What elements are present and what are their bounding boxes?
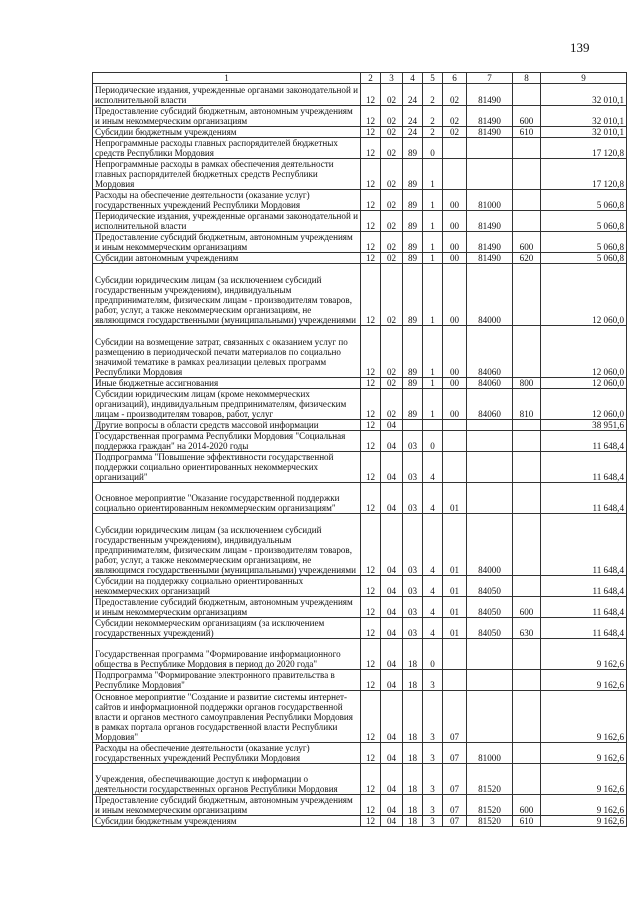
row-code-6 [443, 670, 467, 691]
table-row [93, 253, 627, 264]
row-code-7: 81000 [467, 190, 513, 211]
table-body [93, 84, 627, 827]
row-code-7 [467, 431, 513, 452]
row-code-7 [467, 159, 513, 190]
table-row [93, 452, 627, 483]
row-code-5: 3 [423, 670, 443, 691]
row-code-5: 4 [423, 483, 443, 514]
row-code-2: 12 [361, 816, 381, 827]
row-amount: 11 648,4 [541, 514, 627, 576]
row-amount: 5 060,8 [541, 232, 627, 253]
row-code-4: 18 [403, 639, 423, 670]
row-description: Субсидии на поддержку социально ориентированных некоммерческих организаций [93, 576, 361, 597]
row-code-2: 12 [361, 138, 381, 159]
row-code-4: 18 [403, 691, 423, 743]
column-header-6: 6 [443, 73, 467, 84]
row-description: Подпрограмма "Повышение эффективности государственной поддержки социально ориентированных некоммерческих организаций" [93, 452, 361, 483]
row-code-2: 12 [361, 795, 381, 816]
row-code-4: 03 [403, 618, 423, 639]
row-code-7: 84060 [467, 389, 513, 420]
row-code-8 [513, 514, 541, 576]
row-code-4: 89 [403, 378, 423, 389]
row-code-8: 600 [513, 597, 541, 618]
row-code-4: 89 [403, 264, 423, 326]
row-code-8 [513, 138, 541, 159]
row-description: Расходы на обеспечение деятельности (оказание услуг) государственных учреждений Республики Мордовия [93, 743, 361, 764]
row-code-8 [513, 576, 541, 597]
row-code-7: 81490 [467, 211, 513, 232]
table-row [93, 597, 627, 618]
row-code-6: 01 [443, 618, 467, 639]
row-code-5: 4 [423, 597, 443, 618]
row-code-2: 12 [361, 211, 381, 232]
row-code-5: 1 [423, 326, 443, 378]
row-code-7: 81520 [467, 795, 513, 816]
row-code-5: 1 [423, 159, 443, 190]
row-amount: 11 648,4 [541, 483, 627, 514]
row-code-3: 04 [381, 795, 403, 816]
row-description: Другие вопросы в области средств массовой информации [93, 420, 361, 431]
row-code-3: 04 [381, 420, 403, 431]
table-row [93, 670, 627, 691]
row-description: Иные бюджетные ассигнования [93, 378, 361, 389]
row-code-8 [513, 264, 541, 326]
table-row [93, 106, 627, 127]
row-code-2: 12 [361, 420, 381, 431]
row-code-3: 04 [381, 743, 403, 764]
row-code-3: 02 [381, 106, 403, 127]
row-amount: 17 120,8 [541, 138, 627, 159]
row-code-8 [513, 420, 541, 431]
row-amount: 9 162,6 [541, 691, 627, 743]
row-code-3: 04 [381, 670, 403, 691]
row-code-7: 81490 [467, 253, 513, 264]
row-code-5: 3 [423, 764, 443, 795]
row-code-2: 12 [361, 691, 381, 743]
row-code-8: 610 [513, 127, 541, 138]
row-amount: 11 648,4 [541, 431, 627, 452]
row-amount: 12 060,0 [541, 264, 627, 326]
row-code-3: 02 [381, 84, 403, 106]
row-code-3: 04 [381, 618, 403, 639]
column-header-1: 1 [93, 73, 361, 84]
row-code-8 [513, 764, 541, 795]
table-row [93, 639, 627, 670]
row-code-5: 4 [423, 514, 443, 576]
row-description: Непрограммные расходы главных распорядителей бюджетных средств Республики Мордовия [93, 138, 361, 159]
column-header-2: 2 [361, 73, 381, 84]
table-row [93, 764, 627, 795]
row-description: Субсидии бюджетным учреждениям [93, 127, 361, 138]
table-header-row [93, 73, 627, 84]
row-code-3: 04 [381, 452, 403, 483]
row-code-3: 02 [381, 211, 403, 232]
row-code-8 [513, 639, 541, 670]
table-row [93, 138, 627, 159]
row-code-6 [443, 431, 467, 452]
row-description: Субсидии юридическим лицам (за исключением субсидий государственным учреждениям), индивидуальным предпринимателям, физическим лицам - производителям товаров, работ, услуг, а также некоммерческим организациям, не являющимся государственными (муниципальными) учреждениями [93, 264, 361, 326]
row-code-8 [513, 190, 541, 211]
table-row [93, 127, 627, 138]
row-code-3: 04 [381, 816, 403, 827]
row-code-4: 18 [403, 795, 423, 816]
row-code-8 [513, 670, 541, 691]
row-code-8: 630 [513, 618, 541, 639]
row-code-4: 03 [403, 576, 423, 597]
row-code-6: 00 [443, 190, 467, 211]
row-description: Предоставление субсидий бюджетным, автономным учреждениям и иным некоммерческим организациям [93, 597, 361, 618]
row-code-3: 02 [381, 326, 403, 378]
row-description: Расходы на обеспечение деятельности (оказание услуг) государственных учреждений Республики Мордовия [93, 190, 361, 211]
row-code-4: 18 [403, 764, 423, 795]
row-code-5: 0 [423, 138, 443, 159]
row-code-6: 07 [443, 743, 467, 764]
row-description: Субсидии юридическим лицам (кроме некоммерческих организаций), индивидуальным предпринимателям, физическим лицам - производителям товаров, работ, услуг [93, 389, 361, 420]
row-code-2: 12 [361, 576, 381, 597]
row-code-4: 24 [403, 84, 423, 106]
row-code-2: 12 [361, 106, 381, 127]
row-code-6 [443, 452, 467, 483]
row-code-7: 81520 [467, 816, 513, 827]
row-code-7: 84050 [467, 576, 513, 597]
row-code-3: 04 [381, 514, 403, 576]
row-code-3: 04 [381, 576, 403, 597]
row-code-2: 12 [361, 84, 381, 106]
table-row [93, 232, 627, 253]
row-description: Предоставление субсидий бюджетным, автономным учреждениям и иным некоммерческим организациям [93, 106, 361, 127]
row-code-2: 12 [361, 378, 381, 389]
row-code-6: 02 [443, 106, 467, 127]
row-amount: 32 010,1 [541, 84, 627, 106]
row-code-8 [513, 452, 541, 483]
row-code-2: 12 [361, 670, 381, 691]
row-code-5: 1 [423, 264, 443, 326]
table-row [93, 159, 627, 190]
row-code-7: 81000 [467, 743, 513, 764]
row-amount: 11 648,4 [541, 618, 627, 639]
row-code-8: 600 [513, 106, 541, 127]
row-code-8 [513, 159, 541, 190]
table-row [93, 618, 627, 639]
row-code-7 [467, 483, 513, 514]
row-code-8: 810 [513, 389, 541, 420]
row-code-7: 81490 [467, 127, 513, 138]
row-description: Предоставление субсидий бюджетным, автономным учреждениям и иным некоммерческим организациям [93, 232, 361, 253]
page-number: 139 [570, 40, 590, 55]
row-description: Субсидии автономным учреждениям [93, 253, 361, 264]
table-row [93, 514, 627, 576]
row-code-7 [467, 138, 513, 159]
row-code-3: 04 [381, 764, 403, 795]
row-code-2: 12 [361, 190, 381, 211]
row-code-7: 84060 [467, 326, 513, 378]
row-description: Непрограммные расходы в рамках обеспечения деятельности главных распорядителей бюджетных средств Республики Мордовия [93, 159, 361, 190]
row-code-3: 02 [381, 232, 403, 253]
row-code-6: 01 [443, 576, 467, 597]
row-code-3: 04 [381, 597, 403, 618]
row-code-6: 00 [443, 264, 467, 326]
row-code-4 [403, 420, 423, 431]
column-header-3: 3 [381, 73, 403, 84]
table-row [93, 211, 627, 232]
row-code-3: 02 [381, 264, 403, 326]
row-code-3: 02 [381, 190, 403, 211]
row-description: Периодические издания, учрежденные органами законодательной и исполнительной власти [93, 84, 361, 106]
row-code-2: 12 [361, 452, 381, 483]
row-code-2: 12 [361, 159, 381, 190]
table-row [93, 816, 627, 827]
row-code-6: 07 [443, 816, 467, 827]
row-code-5: 1 [423, 232, 443, 253]
row-code-5: 1 [423, 253, 443, 264]
row-code-6: 00 [443, 389, 467, 420]
row-code-4: 03 [403, 597, 423, 618]
table-row [93, 389, 627, 420]
row-amount: 9 162,6 [541, 816, 627, 827]
column-header-7: 7 [467, 73, 513, 84]
row-code-2: 12 [361, 618, 381, 639]
row-code-8: 800 [513, 378, 541, 389]
row-code-2: 12 [361, 253, 381, 264]
row-code-7: 84050 [467, 618, 513, 639]
row-description: Основное мероприятие "Оказание государственной поддержки социально ориентированным некоммерческим организациям" [93, 483, 361, 514]
table-row [93, 420, 627, 431]
row-code-3: 04 [381, 691, 403, 743]
row-code-4: 24 [403, 127, 423, 138]
row-code-4: 89 [403, 190, 423, 211]
row-code-5: 4 [423, 576, 443, 597]
row-code-6: 01 [443, 483, 467, 514]
row-amount: 5 060,8 [541, 253, 627, 264]
row-code-6: 07 [443, 691, 467, 743]
row-code-3: 04 [381, 483, 403, 514]
row-code-5: 4 [423, 452, 443, 483]
row-description: Предоставление субсидий бюджетным, автономным учреждениям и иным некоммерческим организациям [93, 795, 361, 816]
row-amount: 9 162,6 [541, 670, 627, 691]
row-code-6: 07 [443, 764, 467, 795]
row-code-6 [443, 159, 467, 190]
table-row [93, 378, 627, 389]
row-code-4: 03 [403, 431, 423, 452]
row-code-5: 2 [423, 127, 443, 138]
row-amount: 38 951,6 [541, 420, 627, 431]
budget-table [92, 72, 627, 827]
row-code-5: 1 [423, 389, 443, 420]
row-description: Субсидии юридическим лицам (за исключением субсидий государственным учреждениям), индивидуальным предпринимателям, физическим лицам - производителям товаров, работ, услуг, а также некоммерческим организациям, не являющимся государственными (муниципальными) учреждениями [93, 514, 361, 576]
row-code-8: 600 [513, 795, 541, 816]
row-code-7: 84000 [467, 264, 513, 326]
row-description: Учреждения, обеспечивающие доступ к информации о деятельности государственных органов Республики Мордовия [93, 764, 361, 795]
column-header-8: 8 [513, 73, 541, 84]
row-code-5: 3 [423, 691, 443, 743]
row-code-6: 01 [443, 597, 467, 618]
row-code-6: 01 [443, 514, 467, 576]
table-row [93, 326, 627, 378]
row-code-7: 84050 [467, 597, 513, 618]
row-code-2: 12 [361, 127, 381, 138]
row-code-3: 02 [381, 378, 403, 389]
table-row [93, 483, 627, 514]
row-amount: 12 060,0 [541, 326, 627, 378]
row-code-4: 89 [403, 138, 423, 159]
row-code-6: 00 [443, 378, 467, 389]
row-amount: 9 162,6 [541, 764, 627, 795]
row-code-6 [443, 138, 467, 159]
row-amount: 9 162,6 [541, 795, 627, 816]
row-code-2: 12 [361, 764, 381, 795]
row-amount: 32 010,1 [541, 127, 627, 138]
row-amount: 5 060,8 [541, 190, 627, 211]
row-code-2: 12 [361, 326, 381, 378]
row-code-3: 04 [381, 431, 403, 452]
row-code-8 [513, 743, 541, 764]
row-code-7 [467, 670, 513, 691]
row-code-5: 1 [423, 190, 443, 211]
row-code-6: 00 [443, 211, 467, 232]
row-code-8 [513, 691, 541, 743]
row-code-4: 89 [403, 211, 423, 232]
row-code-7 [467, 452, 513, 483]
row-code-8: 620 [513, 253, 541, 264]
table-row [93, 264, 627, 326]
row-code-5: 1 [423, 378, 443, 389]
table-row [93, 84, 627, 106]
row-code-7: 84060 [467, 378, 513, 389]
row-code-4: 18 [403, 816, 423, 827]
row-code-6: 02 [443, 84, 467, 106]
row-amount: 5 060,8 [541, 211, 627, 232]
row-description: Субсидии бюджетным учреждениям [93, 816, 361, 827]
row-code-8 [513, 211, 541, 232]
row-code-5: 3 [423, 795, 443, 816]
column-header-4: 4 [403, 73, 423, 84]
row-code-6 [443, 639, 467, 670]
row-code-5: 3 [423, 743, 443, 764]
row-code-3: 02 [381, 159, 403, 190]
row-description: Субсидии на возмещение затрат, связанных с оказанием услуг по размещению в периодической печати материалов по социально значимой тематике в рамках реализации целевых программ Республики Мордовия [93, 326, 361, 378]
row-amount: 32 010,1 [541, 106, 627, 127]
row-code-6 [443, 420, 467, 431]
row-code-2: 12 [361, 514, 381, 576]
table-row [93, 795, 627, 816]
column-header-9: 9 [541, 73, 627, 84]
row-code-8 [513, 431, 541, 452]
table-row [93, 431, 627, 452]
row-code-5: 2 [423, 106, 443, 127]
row-code-2: 12 [361, 232, 381, 253]
row-amount: 11 648,4 [541, 452, 627, 483]
row-code-4: 24 [403, 106, 423, 127]
row-code-3: 02 [381, 127, 403, 138]
row-code-3: 02 [381, 138, 403, 159]
row-code-4: 89 [403, 232, 423, 253]
column-header-5: 5 [423, 73, 443, 84]
row-amount: 12 060,0 [541, 389, 627, 420]
row-amount: 12 060,0 [541, 378, 627, 389]
row-code-3: 02 [381, 253, 403, 264]
row-code-3: 02 [381, 389, 403, 420]
row-code-8: 610 [513, 816, 541, 827]
row-code-5: 0 [423, 639, 443, 670]
row-code-5: 4 [423, 618, 443, 639]
row-code-5 [423, 420, 443, 431]
row-code-5: 3 [423, 816, 443, 827]
row-code-8 [513, 483, 541, 514]
row-amount: 9 162,6 [541, 639, 627, 670]
row-code-5: 2 [423, 84, 443, 106]
row-code-2: 12 [361, 743, 381, 764]
row-code-6: 00 [443, 232, 467, 253]
row-amount: 17 120,8 [541, 159, 627, 190]
row-description: Субсидии некоммерческим организациям (за исключением государственных учреждений) [93, 618, 361, 639]
row-code-6: 02 [443, 127, 467, 138]
row-code-5: 1 [423, 211, 443, 232]
row-code-7: 81520 [467, 764, 513, 795]
row-code-4: 03 [403, 452, 423, 483]
row-amount: 9 162,6 [541, 743, 627, 764]
row-code-2: 12 [361, 639, 381, 670]
row-description: Государственная программа "Формирование информационного общества в Республике Мордовия в период до 2020 года" [93, 639, 361, 670]
row-code-8: 600 [513, 232, 541, 253]
row-code-7 [467, 691, 513, 743]
row-code-7: 81490 [467, 106, 513, 127]
row-code-2: 12 [361, 483, 381, 514]
row-description: Подпрограмма "Формирование электронного правительства в Республике Мордовия" [93, 670, 361, 691]
row-code-7: 84000 [467, 514, 513, 576]
row-code-2: 12 [361, 431, 381, 452]
table-row [93, 691, 627, 743]
row-code-2: 12 [361, 389, 381, 420]
table-row [93, 743, 627, 764]
table-row [93, 190, 627, 211]
row-code-4: 18 [403, 743, 423, 764]
row-code-7 [467, 639, 513, 670]
row-amount: 11 648,4 [541, 597, 627, 618]
row-code-4: 03 [403, 514, 423, 576]
row-code-4: 89 [403, 253, 423, 264]
row-code-3: 04 [381, 639, 403, 670]
row-description: Основное мероприятие "Создание и развитие системы интернет-сайтов и информационной поддержки органов государственной власти и органов местного самоуправления Республики Мордовия в рамках портала органов государственной власти Республики Мордовия" [93, 691, 361, 743]
row-code-2: 12 [361, 264, 381, 326]
row-code-4: 89 [403, 389, 423, 420]
row-code-6: 00 [443, 253, 467, 264]
row-code-4: 89 [403, 159, 423, 190]
row-description: Государственная программа Республики Мордовия "Социальная поддержка граждан" на 2014-2020 годы [93, 431, 361, 452]
row-code-8 [513, 326, 541, 378]
row-description: Периодические издания, учрежденные органами законодательной и исполнительной власти [93, 211, 361, 232]
table-row [93, 576, 627, 597]
row-code-4: 18 [403, 670, 423, 691]
row-code-2: 12 [361, 597, 381, 618]
row-amount: 11 648,4 [541, 576, 627, 597]
row-code-8 [513, 84, 541, 106]
row-code-5: 0 [423, 431, 443, 452]
row-code-4: 89 [403, 326, 423, 378]
row-code-6: 07 [443, 795, 467, 816]
row-code-7 [467, 420, 513, 431]
row-code-6: 00 [443, 326, 467, 378]
row-code-4: 03 [403, 483, 423, 514]
row-code-7: 81490 [467, 84, 513, 106]
row-code-7: 81490 [467, 232, 513, 253]
